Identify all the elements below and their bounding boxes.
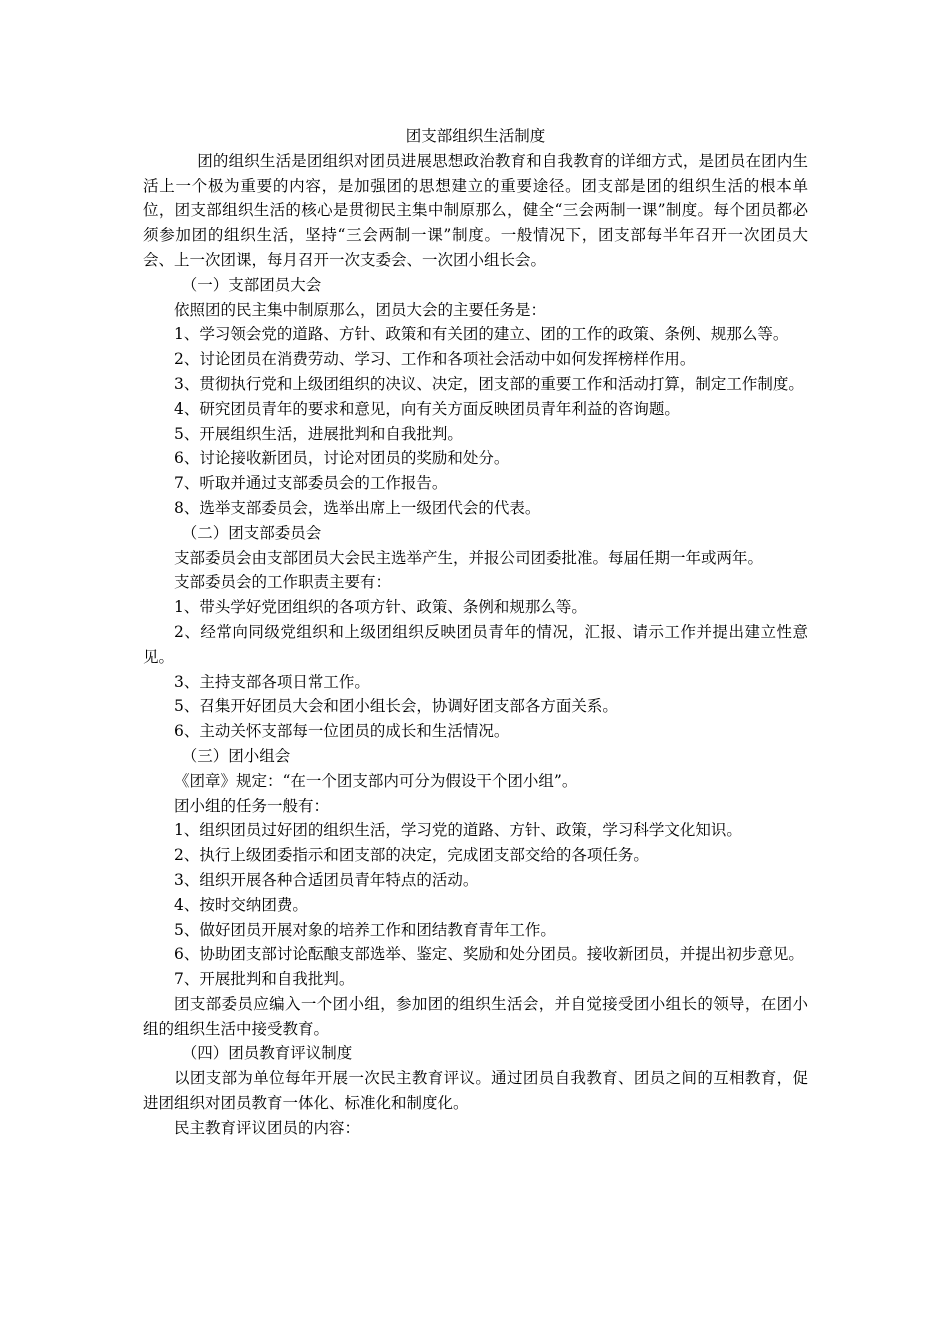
section-paragraph: 8、选举支部委员会，选举出席上一级团代会的代表。 bbox=[174, 498, 541, 517]
section-paragraph: 1、带头学好党团组织的各项方针、政策、条例和规那么等。 bbox=[174, 598, 587, 617]
section-heading: （二）团支部委员会 bbox=[181, 523, 322, 542]
section-paragraph: 5、做好团员开展对象的培养工作和团结教育青年工作。 bbox=[174, 920, 556, 939]
section-paragraph: 支部委员会的工作职责主要有： bbox=[174, 573, 392, 592]
section-heading: （三）团小组会 bbox=[181, 746, 291, 765]
section-heading: （四）团员教育评议制度 bbox=[181, 1044, 353, 1063]
section-3 bbox=[143, 744, 808, 1042]
section-paragraph: 团支部委员应编入一个团小组，参加团的组织生活会，并自觉接受团小组长的领导，在团小组的组织生活中接受教育。 bbox=[143, 994, 808, 1038]
section-2 bbox=[143, 521, 808, 744]
section-paragraph: 4、按时交纳团费。 bbox=[174, 895, 308, 914]
section-paragraph: 5、召集开好团员大会和团小组长会，协调好团支部各方面关系。 bbox=[174, 697, 618, 716]
section-paragraph: 7、听取并通过支部委员会的工作报告。 bbox=[174, 474, 448, 493]
section-paragraph: 民主教育评议团员的内容： bbox=[174, 1118, 361, 1137]
section-paragraph: 3、组织开展各种合适团员青年特点的活动。 bbox=[174, 870, 479, 889]
section-paragraph: 5、开展组织生活，进展批判和自我批判。 bbox=[174, 424, 463, 443]
section-paragraph: 支部委员会由支部团员大会民主选举产生，并报公司团委批准。每届任期一年或两年。 bbox=[174, 548, 764, 567]
section-4 bbox=[143, 1041, 808, 1140]
section-paragraph: 依照团的民主集中制原那么，团员大会的主要任务是： bbox=[174, 300, 547, 319]
section-paragraph: 2、执行上级团委指示和团支部的决定，完成团支部交给的各项任务。 bbox=[174, 846, 649, 865]
document-page bbox=[143, 124, 808, 1141]
section-paragraph: 1、学习领会党的道路、方针、政策和有关团的建立、团的工作的政策、条例、规那么等。 bbox=[174, 325, 789, 344]
section-paragraph: 6、主动关怀支部每一位团员的成长和生活情况。 bbox=[174, 722, 510, 741]
section-paragraph: 7、开展批判和自我批判。 bbox=[174, 970, 355, 989]
section-paragraph: 以团支部为单位每年开展一次民主教育评议。通过团员自我教育、团员之间的互相教育，促进团组织对团员教育一体化、标准化和制度化。 bbox=[143, 1069, 808, 1113]
section-paragraph: 2、经常向同级党组织和上级团组织反映团员青年的情况，汇报、请示工作并提出建立性意见。 bbox=[143, 622, 808, 666]
section-paragraph: 2、讨论团员在消费劳动、学习、工作和各项社会活动中如何发挥榜样作用。 bbox=[174, 350, 696, 369]
section-paragraph: 6、讨论接收新团员，讨论对团员的奖励和处分。 bbox=[174, 449, 510, 468]
section-paragraph: 《团章》规定：“在一个团支部内可分为假设干个团小组”。 bbox=[174, 771, 578, 790]
section-paragraph: 3、主持支部各项日常工作。 bbox=[174, 672, 370, 691]
intro-paragraph: 团的组织生活是团组织对团员进展思想政治教育和自我教育的详细方式，是团员在团内生活上一个极为重要的内容，是加强团的思想建立的重要途径。团支部是团的组织生活的根本单位，团支部组织生活的核心是贯彻民主集中制原那么，健全“三会两制一课”制度。每个团员都必须参加团的组织生活，坚持“三会两制一课”制度。一般情况下，团支部每半年召开一次团员大会、上一次团课，每月召开一次支委会、一次团小组长会。 bbox=[143, 151, 808, 269]
section-paragraph: 1、组织团员过好团的组织生活，学习党的道路、方针、政策，学习科学文化知识。 bbox=[174, 821, 742, 840]
section-paragraph: 3、贯彻执行党和上级团组织的决议、决定，团支部的重要工作和活动打算，制定工作制度。 bbox=[174, 374, 804, 393]
section-heading: （一）支部团员大会 bbox=[181, 275, 322, 294]
section-paragraph: 团小组的任务一般有： bbox=[174, 796, 330, 815]
section-paragraph: 6、协助团支部讨论酝酿支部选举、鉴定、奖励和处分团员。接收新团员，并提出初步意见。 bbox=[174, 945, 804, 964]
document-title: 团支部组织生活制度 bbox=[405, 127, 546, 145]
section-1 bbox=[143, 273, 808, 521]
section-paragraph: 4、研究团员青年的要求和意见，向有关方面反映团员青年利益的咨询题。 bbox=[174, 399, 680, 418]
